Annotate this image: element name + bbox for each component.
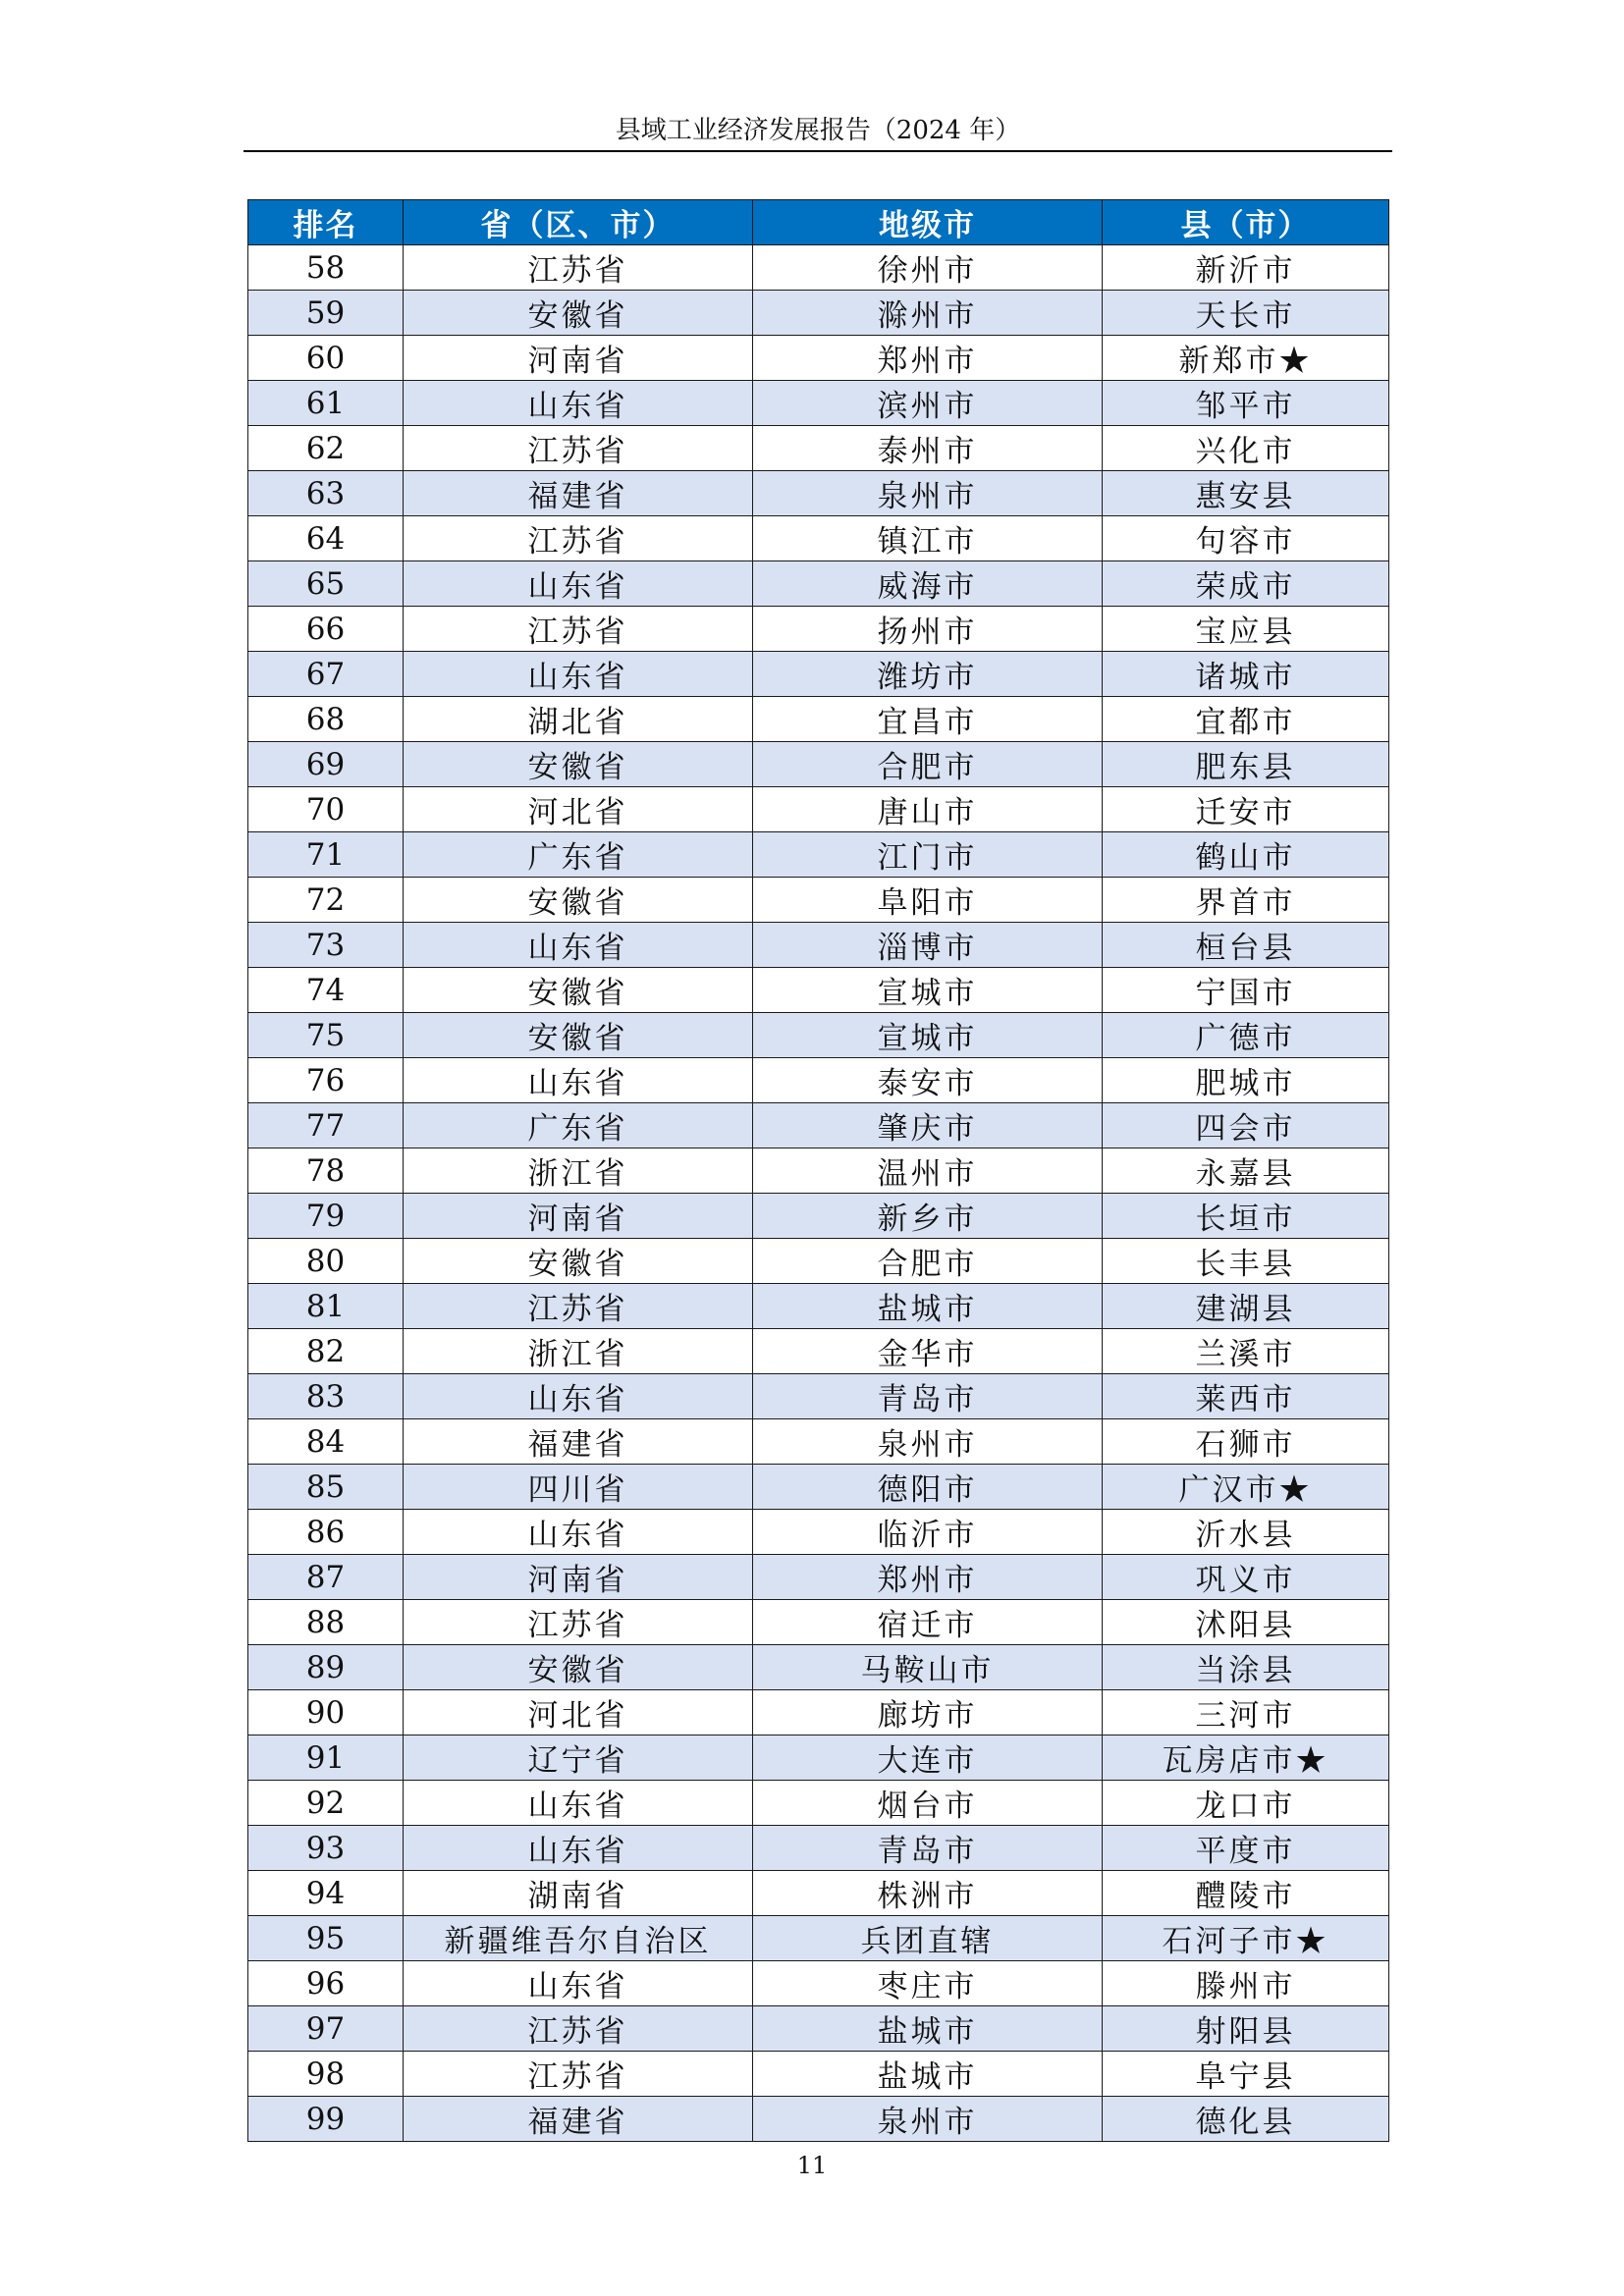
county-cell: 长垣市 bbox=[1103, 1194, 1389, 1239]
county-cell: 肥东县 bbox=[1103, 742, 1389, 787]
table-row bbox=[248, 471, 1389, 516]
county-cell: 迁安市 bbox=[1103, 787, 1389, 832]
table-row bbox=[248, 787, 1389, 832]
prefecture-city-cell: 郑州市 bbox=[753, 336, 1103, 381]
rank-cell: 62 bbox=[248, 426, 404, 471]
province-cell: 安徽省 bbox=[404, 291, 753, 336]
county-cell: 宜都市 bbox=[1103, 697, 1389, 742]
table-row bbox=[248, 1329, 1389, 1374]
rank-cell: 83 bbox=[248, 1374, 404, 1419]
prefecture-city-cell: 泉州市 bbox=[753, 1419, 1103, 1465]
province-cell: 浙江省 bbox=[404, 1148, 753, 1194]
table-row bbox=[248, 2006, 1389, 2052]
table-row bbox=[248, 1735, 1389, 1781]
rank-cell: 86 bbox=[248, 1510, 404, 1555]
table-row bbox=[248, 1600, 1389, 1645]
prefecture-city-cell: 镇江市 bbox=[753, 516, 1103, 561]
province-cell: 江苏省 bbox=[404, 2006, 753, 2052]
table-row bbox=[248, 1058, 1389, 1103]
county-cell: 诸城市 bbox=[1103, 652, 1389, 697]
rank-cell: 87 bbox=[248, 1555, 404, 1600]
table-row bbox=[248, 291, 1389, 336]
province-cell: 安徽省 bbox=[404, 1645, 753, 1690]
county-cell: 沂水县 bbox=[1103, 1510, 1389, 1555]
table-row bbox=[248, 426, 1389, 471]
province-cell: 安徽省 bbox=[404, 742, 753, 787]
county-cell: 沭阳县 bbox=[1103, 1600, 1389, 1645]
county-cell: 宁国市 bbox=[1103, 968, 1389, 1013]
rank-cell: 71 bbox=[248, 832, 404, 878]
rank-cell: 59 bbox=[248, 291, 404, 336]
rank-cell: 97 bbox=[248, 2006, 404, 2052]
county-cell: 射阳县 bbox=[1103, 2006, 1389, 2052]
table-row bbox=[248, 561, 1389, 607]
table-row bbox=[248, 516, 1389, 561]
province-cell: 河北省 bbox=[404, 1690, 753, 1735]
province-cell: 福建省 bbox=[404, 471, 753, 516]
table-row bbox=[248, 1555, 1389, 1600]
province-cell: 山东省 bbox=[404, 381, 753, 426]
rank-cell: 64 bbox=[248, 516, 404, 561]
province-cell: 湖南省 bbox=[404, 1871, 753, 1916]
county-cell: 四会市 bbox=[1103, 1103, 1389, 1148]
header-rank: 排名 bbox=[248, 200, 404, 245]
province-cell: 浙江省 bbox=[404, 1329, 753, 1374]
province-cell: 河南省 bbox=[404, 336, 753, 381]
prefecture-city-cell: 阜阳市 bbox=[753, 878, 1103, 923]
rank-cell: 61 bbox=[248, 381, 404, 426]
county-cell: 醴陵市 bbox=[1103, 1871, 1389, 1916]
prefecture-city-cell: 宣城市 bbox=[753, 968, 1103, 1013]
rank-cell: 69 bbox=[248, 742, 404, 787]
rank-cell: 70 bbox=[248, 787, 404, 832]
county-cell: 新郑市★ bbox=[1103, 336, 1389, 381]
province-cell: 福建省 bbox=[404, 1419, 753, 1465]
table-row bbox=[248, 1148, 1389, 1194]
province-cell: 江苏省 bbox=[404, 516, 753, 561]
county-cell: 新沂市 bbox=[1103, 245, 1389, 291]
province-cell: 广东省 bbox=[404, 832, 753, 878]
prefecture-city-cell: 临沂市 bbox=[753, 1510, 1103, 1555]
province-cell: 江苏省 bbox=[404, 1600, 753, 1645]
prefecture-city-cell: 盐城市 bbox=[753, 2052, 1103, 2097]
table-body bbox=[248, 245, 1389, 2142]
county-cell: 邹平市 bbox=[1103, 381, 1389, 426]
prefecture-city-cell: 青岛市 bbox=[753, 1826, 1103, 1871]
county-cell: 龙口市 bbox=[1103, 1781, 1389, 1826]
province-cell: 河南省 bbox=[404, 1194, 753, 1239]
table-row bbox=[248, 1284, 1389, 1329]
header-province: 省（区、市） bbox=[404, 200, 753, 245]
county-cell: 莱西市 bbox=[1103, 1374, 1389, 1419]
header-prefecture-city: 地级市 bbox=[753, 200, 1103, 245]
province-cell: 山东省 bbox=[404, 561, 753, 607]
prefecture-city-cell: 大连市 bbox=[753, 1735, 1103, 1781]
rank-cell: 93 bbox=[248, 1826, 404, 1871]
county-cell: 巩义市 bbox=[1103, 1555, 1389, 1600]
table-row bbox=[248, 336, 1389, 381]
prefecture-city-cell: 烟台市 bbox=[753, 1781, 1103, 1826]
county-cell: 瓦房店市★ bbox=[1103, 1735, 1389, 1781]
table-row bbox=[248, 878, 1389, 923]
rank-cell: 96 bbox=[248, 1961, 404, 2006]
county-cell: 惠安县 bbox=[1103, 471, 1389, 516]
table-row bbox=[248, 1510, 1389, 1555]
table-row bbox=[248, 1013, 1389, 1058]
ranking-table bbox=[247, 199, 1389, 2142]
county-cell: 当涂县 bbox=[1103, 1645, 1389, 1690]
province-cell: 江苏省 bbox=[404, 426, 753, 471]
table-row bbox=[248, 1961, 1389, 2006]
table-row bbox=[248, 1645, 1389, 1690]
rank-cell: 94 bbox=[248, 1871, 404, 1916]
prefecture-city-cell: 新乡市 bbox=[753, 1194, 1103, 1239]
prefecture-city-cell: 威海市 bbox=[753, 561, 1103, 607]
prefecture-city-cell: 唐山市 bbox=[753, 787, 1103, 832]
rank-cell: 82 bbox=[248, 1329, 404, 1374]
prefecture-city-cell: 扬州市 bbox=[753, 607, 1103, 652]
province-cell: 山东省 bbox=[404, 923, 753, 968]
prefecture-city-cell: 株洲市 bbox=[753, 1871, 1103, 1916]
rank-cell: 99 bbox=[248, 2097, 404, 2142]
rank-cell: 74 bbox=[248, 968, 404, 1013]
rank-cell: 67 bbox=[248, 652, 404, 697]
province-cell: 广东省 bbox=[404, 1103, 753, 1148]
prefecture-city-cell: 淄博市 bbox=[753, 923, 1103, 968]
province-cell: 山东省 bbox=[404, 1510, 753, 1555]
table-header-row bbox=[248, 200, 1389, 245]
header-county: 县（市） bbox=[1103, 200, 1389, 245]
county-cell: 兴化市 bbox=[1103, 426, 1389, 471]
county-cell: 界首市 bbox=[1103, 878, 1389, 923]
rank-cell: 72 bbox=[248, 878, 404, 923]
county-cell: 荣成市 bbox=[1103, 561, 1389, 607]
province-cell: 山东省 bbox=[404, 1781, 753, 1826]
province-cell: 福建省 bbox=[404, 2097, 753, 2142]
prefecture-city-cell: 郑州市 bbox=[753, 1555, 1103, 1600]
county-cell: 广德市 bbox=[1103, 1013, 1389, 1058]
prefecture-city-cell: 合肥市 bbox=[753, 742, 1103, 787]
rank-cell: 78 bbox=[248, 1148, 404, 1194]
county-cell: 阜宁县 bbox=[1103, 2052, 1389, 2097]
rank-cell: 60 bbox=[248, 336, 404, 381]
table-row bbox=[248, 742, 1389, 787]
table-row bbox=[248, 1781, 1389, 1826]
rank-cell: 65 bbox=[248, 561, 404, 607]
table-row bbox=[248, 1194, 1389, 1239]
table-row bbox=[248, 652, 1389, 697]
prefecture-city-cell: 盐城市 bbox=[753, 2006, 1103, 2052]
prefecture-city-cell: 德阳市 bbox=[753, 1465, 1103, 1510]
prefecture-city-cell: 江门市 bbox=[753, 832, 1103, 878]
table-row bbox=[248, 1465, 1389, 1510]
table-row bbox=[248, 2097, 1389, 2142]
rank-cell: 98 bbox=[248, 2052, 404, 2097]
table-row bbox=[248, 832, 1389, 878]
rank-cell: 68 bbox=[248, 697, 404, 742]
prefecture-city-cell: 宿迁市 bbox=[753, 1600, 1103, 1645]
rank-cell: 58 bbox=[248, 245, 404, 291]
county-cell: 广汉市★ bbox=[1103, 1465, 1389, 1510]
rank-cell: 81 bbox=[248, 1284, 404, 1329]
prefecture-city-cell: 泉州市 bbox=[753, 2097, 1103, 2142]
table-row bbox=[248, 1690, 1389, 1735]
rank-cell: 85 bbox=[248, 1465, 404, 1510]
province-cell: 山东省 bbox=[404, 1826, 753, 1871]
prefecture-city-cell: 徐州市 bbox=[753, 245, 1103, 291]
province-cell: 辽宁省 bbox=[404, 1735, 753, 1781]
county-cell: 鹤山市 bbox=[1103, 832, 1389, 878]
prefecture-city-cell: 盐城市 bbox=[753, 1284, 1103, 1329]
province-cell: 河北省 bbox=[404, 787, 753, 832]
county-cell: 石狮市 bbox=[1103, 1419, 1389, 1465]
prefecture-city-cell: 潍坊市 bbox=[753, 652, 1103, 697]
prefecture-city-cell: 宣城市 bbox=[753, 1013, 1103, 1058]
county-cell: 肥城市 bbox=[1103, 1058, 1389, 1103]
table-row bbox=[248, 381, 1389, 426]
province-cell: 湖北省 bbox=[404, 697, 753, 742]
table-row bbox=[248, 1916, 1389, 1961]
province-cell: 新疆维吾尔自治区 bbox=[404, 1916, 753, 1961]
rank-cell: 63 bbox=[248, 471, 404, 516]
prefecture-city-cell: 马鞍山市 bbox=[753, 1645, 1103, 1690]
province-cell: 安徽省 bbox=[404, 968, 753, 1013]
rank-cell: 90 bbox=[248, 1690, 404, 1735]
county-cell: 长丰县 bbox=[1103, 1239, 1389, 1284]
prefecture-city-cell: 温州市 bbox=[753, 1148, 1103, 1194]
table-row bbox=[248, 1871, 1389, 1916]
table-row bbox=[248, 607, 1389, 652]
county-cell: 三河市 bbox=[1103, 1690, 1389, 1735]
county-cell: 天长市 bbox=[1103, 291, 1389, 336]
rank-cell: 80 bbox=[248, 1239, 404, 1284]
province-cell: 河南省 bbox=[404, 1555, 753, 1600]
prefecture-city-cell: 宜昌市 bbox=[753, 697, 1103, 742]
province-cell: 山东省 bbox=[404, 1374, 753, 1419]
rank-cell: 75 bbox=[248, 1013, 404, 1058]
rank-cell: 92 bbox=[248, 1781, 404, 1826]
table-row bbox=[248, 1419, 1389, 1465]
province-cell: 山东省 bbox=[404, 1961, 753, 2006]
table-row bbox=[248, 1103, 1389, 1148]
prefecture-city-cell: 泰安市 bbox=[753, 1058, 1103, 1103]
prefecture-city-cell: 泉州市 bbox=[753, 471, 1103, 516]
rank-cell: 88 bbox=[248, 1600, 404, 1645]
county-cell: 句容市 bbox=[1103, 516, 1389, 561]
table-row bbox=[248, 697, 1389, 742]
prefecture-city-cell: 泰州市 bbox=[753, 426, 1103, 471]
county-cell: 石河子市★ bbox=[1103, 1916, 1389, 1961]
county-cell: 建湖县 bbox=[1103, 1284, 1389, 1329]
prefecture-city-cell: 滁州市 bbox=[753, 291, 1103, 336]
prefecture-city-cell: 廊坊市 bbox=[753, 1690, 1103, 1735]
table-row bbox=[248, 1374, 1389, 1419]
prefecture-city-cell: 金华市 bbox=[753, 1329, 1103, 1374]
province-cell: 江苏省 bbox=[404, 2052, 753, 2097]
running-header: 县域工业经济发展报告（2024 年） bbox=[615, 116, 1021, 145]
county-cell: 平度市 bbox=[1103, 1826, 1389, 1871]
province-cell: 安徽省 bbox=[404, 1013, 753, 1058]
province-cell: 江苏省 bbox=[404, 245, 753, 291]
county-cell: 宝应县 bbox=[1103, 607, 1389, 652]
province-cell: 山东省 bbox=[404, 1058, 753, 1103]
province-cell: 四川省 bbox=[404, 1465, 753, 1510]
province-cell: 山东省 bbox=[404, 652, 753, 697]
county-cell: 永嘉县 bbox=[1103, 1148, 1389, 1194]
header-rule bbox=[244, 150, 1392, 152]
rank-cell: 84 bbox=[248, 1419, 404, 1465]
province-cell: 安徽省 bbox=[404, 878, 753, 923]
table-row bbox=[248, 923, 1389, 968]
province-cell: 安徽省 bbox=[404, 1239, 753, 1284]
rank-cell: 91 bbox=[248, 1735, 404, 1781]
table-row bbox=[248, 2052, 1389, 2097]
rank-cell: 66 bbox=[248, 607, 404, 652]
table-row bbox=[248, 245, 1389, 291]
page-number: 11 bbox=[796, 2152, 828, 2179]
table-row bbox=[248, 1826, 1389, 1871]
province-cell: 江苏省 bbox=[404, 1284, 753, 1329]
rank-cell: 95 bbox=[248, 1916, 404, 1961]
county-cell: 兰溪市 bbox=[1103, 1329, 1389, 1374]
county-cell: 桓台县 bbox=[1103, 923, 1389, 968]
prefecture-city-cell: 枣庄市 bbox=[753, 1961, 1103, 2006]
rank-cell: 77 bbox=[248, 1103, 404, 1148]
prefecture-city-cell: 滨州市 bbox=[753, 381, 1103, 426]
rank-cell: 89 bbox=[248, 1645, 404, 1690]
prefecture-city-cell: 青岛市 bbox=[753, 1374, 1103, 1419]
rank-cell: 79 bbox=[248, 1194, 404, 1239]
province-cell: 江苏省 bbox=[404, 607, 753, 652]
prefecture-city-cell: 兵团直辖 bbox=[753, 1916, 1103, 1961]
table-row bbox=[248, 968, 1389, 1013]
prefecture-city-cell: 肇庆市 bbox=[753, 1103, 1103, 1148]
county-cell: 滕州市 bbox=[1103, 1961, 1389, 2006]
prefecture-city-cell: 合肥市 bbox=[753, 1239, 1103, 1284]
table-row bbox=[248, 1239, 1389, 1284]
county-cell: 德化县 bbox=[1103, 2097, 1389, 2142]
rank-cell: 76 bbox=[248, 1058, 404, 1103]
rank-cell: 73 bbox=[248, 923, 404, 968]
